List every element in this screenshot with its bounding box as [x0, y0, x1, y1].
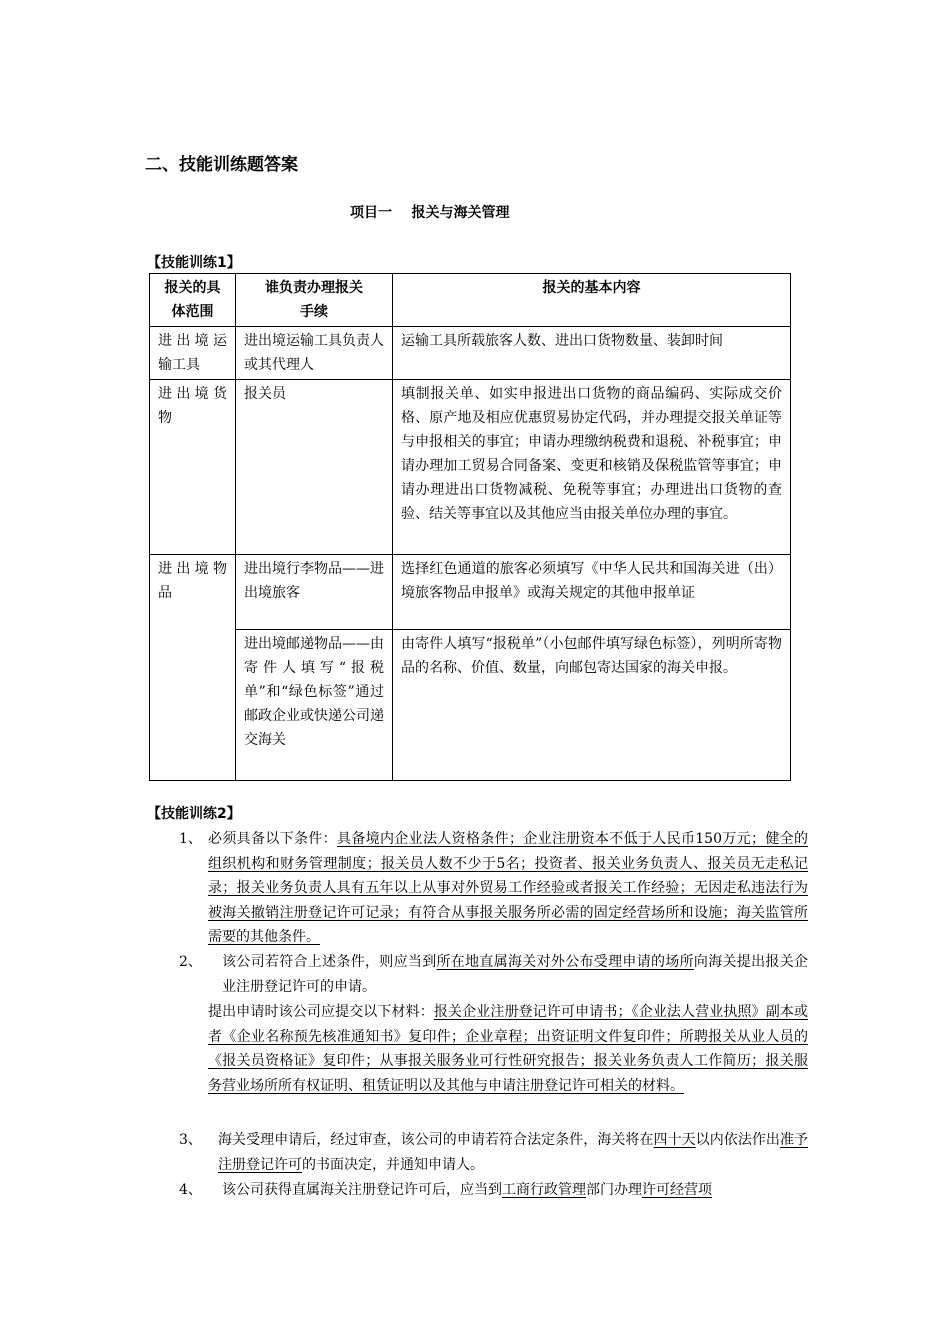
cell-content: 选择红色通道的旅客必须填写《中华人民共和国海关进（出）境旅客物品申报单》或海关规定的其他申报单证	[393, 555, 791, 630]
item-4-pre: 该公司获得直属海关注册登记许可后，应当到	[222, 1182, 502, 1198]
materials-paragraph	[208, 1000, 808, 1098]
customs-scope-table	[149, 273, 791, 781]
cell-who: 进出境运输工具负责人或其代理人	[236, 327, 393, 380]
cell-who: 报关员	[236, 380, 393, 555]
cell-who: 进出境行李物品——进出境旅客	[236, 555, 393, 630]
item-3-number: 3、	[179, 1132, 202, 1148]
header-content: 报关的基本内容	[393, 274, 791, 327]
item-3-post: 的书面决定，并通知申请人。	[302, 1156, 484, 1173]
item-4-license: 许可经营项	[642, 1182, 712, 1198]
item-4-number: 4、	[179, 1182, 202, 1198]
header-scope: 报关的具体范围	[150, 274, 236, 327]
cell-content: 运输工具所载旅客人数、进出口货物数量、装卸时间	[393, 327, 791, 380]
table-header-row	[150, 274, 791, 327]
item-4-department: 工商行政管理	[502, 1182, 586, 1198]
item-3-decision: 准予注册登记许可	[218, 1132, 809, 1173]
item-3	[218, 1128, 808, 1177]
item-4-mid: 部门办理	[586, 1182, 642, 1198]
table-row	[150, 327, 791, 380]
item-1-prefix: 必须具备以下条件：	[208, 831, 337, 847]
section-heading: 二、技能训练题答案	[145, 155, 298, 175]
cell-scope: 进出境运输工具	[150, 327, 236, 380]
item-2-pre: 该公司若符合上述条件，则应当到	[222, 954, 437, 970]
item-1	[208, 827, 808, 950]
table-row	[150, 555, 791, 630]
item-2	[222, 950, 808, 999]
cell-scope: 进出境货物	[150, 380, 236, 555]
project-title: 项目一 报关与海关管理	[350, 205, 510, 221]
header-who: 谁负责办理报关手续	[236, 274, 393, 327]
item-1-conditions: 具备境内企业法人资格条件；企业注册资本不低于人民币150万元；健全的组织机构和财务管理制度；报关员人数不少于5名；投资者、报关业务负责人、报关员无走私记录；报关业务负责人具有五年以上从事对外贸易工作经验或者报关工作经验；无因走私违法行为被海关撤销注册登记许可记录；有符合从事报关服务所必需的固定经营场所和设施；海关监管所需要的其他条件。	[208, 831, 808, 945]
item-1-number: 1、	[179, 831, 202, 847]
table-row	[150, 380, 791, 555]
cell-who: 进出境邮递物品——由寄件人填写“报税单”和“绿色标签”通过邮政企业或快递公司递交海关	[236, 630, 393, 781]
item-4	[222, 1178, 812, 1203]
cell-content: 由寄件人填写“报税单”（小包邮件填写绿色标签），列明所寄物品的名称、价值、数量，向邮包寄达国家的海关申报。	[393, 630, 791, 781]
item-2-post: 向海关提出报关企业注册登记许可的申请。	[222, 954, 809, 995]
cell-content: 填制报关单、如实申报进出口货物的商品编码、实际成交价格、原产地及相应优惠贸易协定代码，并办理提交报关单证等与申报相关的事宜；申请办理缴纳税费和退税、补税事宜；申请办理加工贸易合同备案、变更和核销及保税监管等事宜；申请办理进出口货物减税、免税等事宜；办理进出口货物的查验、结关等事宜以及其他应当由报关单位办理的事宜。	[393, 380, 791, 555]
table-row	[150, 630, 791, 781]
item-3-days: 四十天	[653, 1132, 696, 1148]
item-3-mid: 以内依法作出	[695, 1132, 780, 1148]
item-2-number: 2、	[179, 954, 202, 970]
materials-list: 报关企业注册登记许可申请书；《企业法人营业执照》副本或者《企业名称预先核准通知书》复印件；企业章程；出资证明文件复印件；所聘报关从业人员的《报关员资格证》复印件；从事报关服务业可行性研究报告；报关业务负责人工作简历；报关服务营业场所所有权证明、租赁证明以及其他与申请注册登记许可相关的材料。	[208, 1004, 809, 1094]
training-1-label: 【技能训练1】	[147, 255, 241, 271]
materials-prefix: 提出申请时该公司应提交以下材料：	[208, 1004, 434, 1020]
item-3-pre: 海关受理申请后，经过审查，该公司的申请若符合法定条件，海关将在	[218, 1132, 654, 1148]
item-2-location: 所在地直属海关对外公布受理申请的场所	[436, 954, 694, 970]
cell-scope: 进出境物品	[150, 555, 236, 781]
training-2-label: 【技能训练2】	[147, 806, 241, 822]
